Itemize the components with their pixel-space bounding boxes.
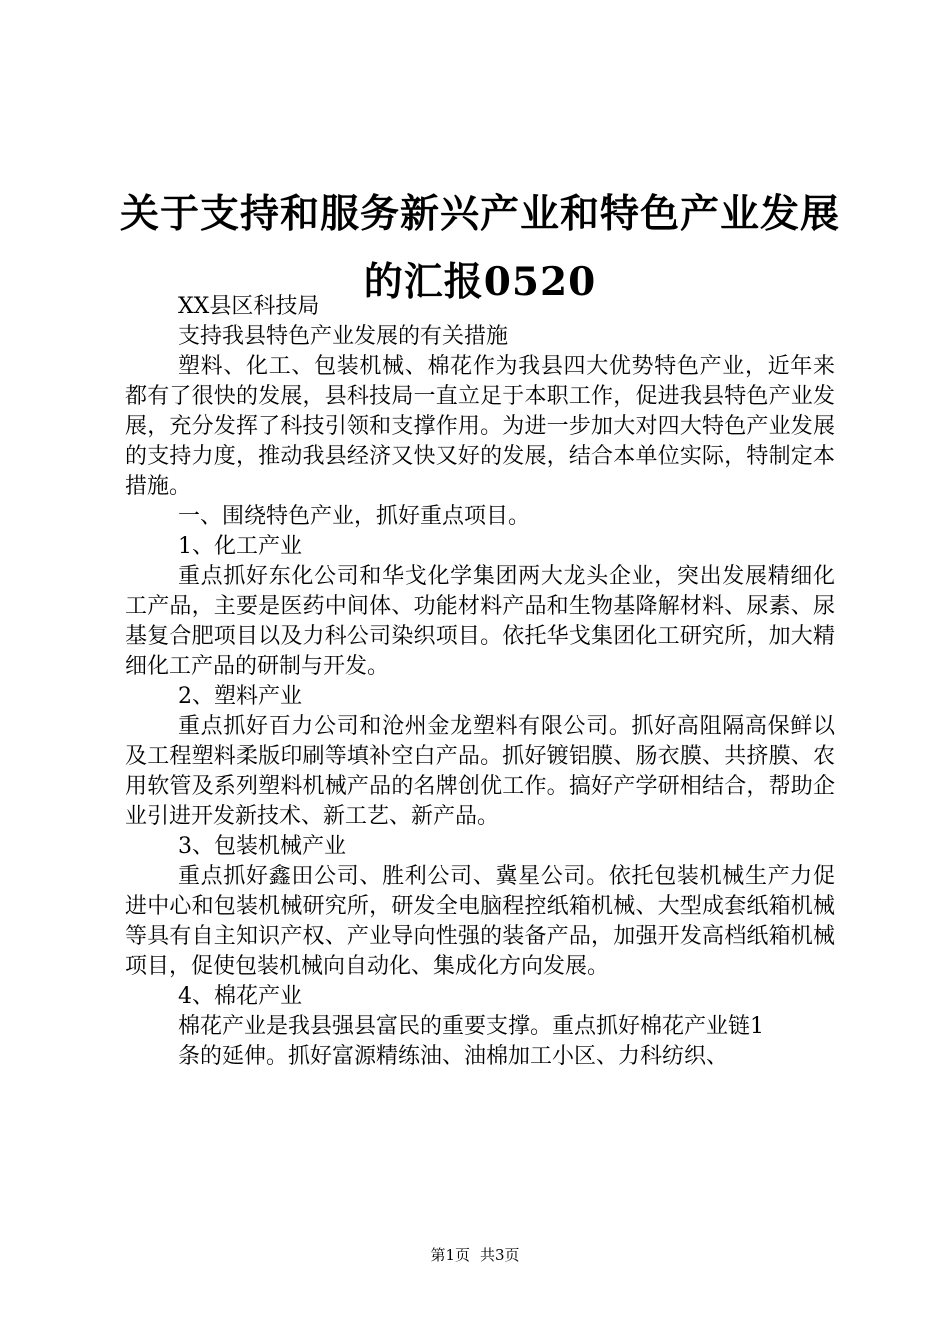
- paragraph: 条的延伸。抓好富源精练油、油棉加工小区、力科纺织、: [178, 1044, 729, 1069]
- paragraph: 塑料、化工、包装机械、棉花作为我县四大优势特色产业，近年来都有了很快的发展，县科技局一直立足于本职工作，促进我县特色产业发展，充分发挥了科技引领和支撑作用。为进一步加大对四大特色产业发展的支持力度，推动我县经济又快又好的发展，结合本单位实际，特制定本措施。: [125, 354, 835, 499]
- page-footer: [0, 1245, 950, 1265]
- document-title: 关于支持和服务新兴产业和特色产业发展的汇报0520: [120, 191, 841, 305]
- paragraph: 棉花产业是我县强县富民的重要支撑。重点抓好棉花产业链1: [178, 1014, 764, 1039]
- page-number: 第1页: [430, 1246, 470, 1264]
- subsection-heading: 4、棉花产业: [178, 984, 302, 1009]
- paragraph: 重点抓好东化公司和华戈化学集团两大龙头企业，突出发展精细化工产品，主要是医药中间体、功能材料产品和生物基降解材料、尿素、尿基复合肥项目以及力科公司染织项目。依托华戈集团化工研究所，加大精细化工产品的研制与开发。: [125, 564, 835, 679]
- section-heading: 一、围绕特色产业，抓好重点项目。: [178, 504, 531, 529]
- document-body: [125, 292, 835, 1072]
- paragraph: 重点抓好鑫田公司、胜利公司、冀星公司。依托包装机械生产力促进中心和包装机械研究所，研发全电脑程控纸箱机械、大型成套纸箱机械等具有自主知识产权、产业导向性强的装备产品，加强开发高档纸箱机械项目，促使包装机械向自动化、集成化方向发展。: [125, 864, 835, 979]
- paragraph: XX县区科技局: [178, 294, 320, 319]
- subsection-heading: 1、化工产业: [178, 534, 302, 559]
- subsection-heading: 2、塑料产业: [178, 684, 302, 709]
- page-total: 共3页: [480, 1246, 520, 1264]
- paragraph: 支持我县特色产业发展的有关措施: [178, 324, 509, 349]
- paragraph: 重点抓好百力公司和沧州金龙塑料有限公司。抓好高阻隔高保鲜以及工程塑料柔版印刷等填补空白产品。抓好镀铝膜、肠衣膜、共挤膜、农用软管及系列塑料机械产品的名牌创优工作。搞好产学研相结合，帮助企业引进开发新技术、新工艺、新产品。: [125, 714, 835, 829]
- subsection-heading: 3、包装机械产业: [178, 834, 346, 859]
